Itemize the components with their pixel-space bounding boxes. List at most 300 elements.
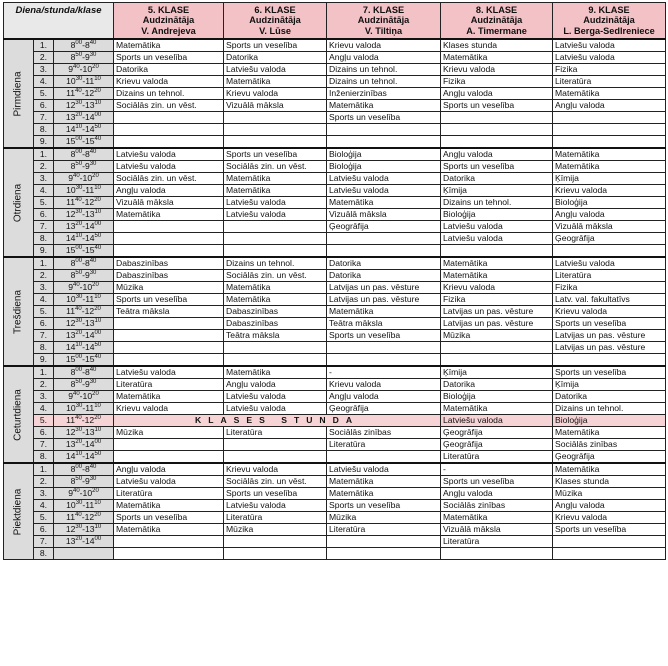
lesson-number: 5. bbox=[34, 512, 54, 524]
lesson-number: 7. bbox=[34, 112, 54, 124]
lesson-number: 4. bbox=[34, 403, 54, 415]
time-hour: 8 bbox=[84, 258, 90, 269]
day-name: Piektdiena bbox=[12, 488, 24, 535]
lesson-cell: Mūzika bbox=[224, 524, 327, 536]
lesson-time: $13^{20}-14^{00}$ bbox=[54, 439, 114, 451]
time-hour: 8 bbox=[70, 52, 76, 63]
lesson-time: $8^{00}-8^{40}$ bbox=[54, 366, 114, 379]
lesson-cell: Matemātika bbox=[114, 500, 224, 512]
time-minutes: 30 bbox=[89, 270, 97, 277]
lesson-cell: Latviešu valoda bbox=[224, 197, 327, 209]
time-hour: 10 bbox=[66, 76, 76, 87]
lesson-cell bbox=[327, 136, 441, 149]
time-minutes: 20 bbox=[75, 112, 83, 119]
lesson-cell: Datorika bbox=[327, 270, 441, 282]
time-minutes: 40 bbox=[89, 149, 97, 156]
lesson-cell: Sociālās zinības bbox=[553, 439, 666, 451]
lesson-cell: Matemātika bbox=[441, 270, 553, 282]
lesson-cell: Matemātika bbox=[114, 209, 224, 221]
time-hour: 12 bbox=[65, 524, 76, 535]
time-hour: 8 bbox=[70, 149, 76, 160]
time-minutes: 10 bbox=[94, 76, 101, 83]
time-minutes: 40 bbox=[75, 306, 82, 313]
lesson-cell: Matemātika bbox=[224, 185, 327, 197]
time-minutes: 30 bbox=[89, 161, 97, 168]
time-minutes: 00 bbox=[75, 367, 83, 374]
lesson-cell bbox=[114, 548, 224, 560]
time-hour: 15 bbox=[65, 354, 76, 365]
lesson-cell: Literatūra bbox=[224, 427, 327, 439]
lesson-cell bbox=[224, 354, 327, 367]
lesson-cell: Matemātika bbox=[441, 512, 553, 524]
day-name: Otrdiena bbox=[12, 183, 24, 222]
time-minutes: 20 bbox=[92, 488, 99, 495]
time-hour: 9 bbox=[68, 282, 73, 293]
lesson-time: $9^{40}-10^{20}$ bbox=[54, 173, 114, 185]
lesson-cell bbox=[114, 221, 224, 233]
lesson-number: 4. bbox=[34, 294, 54, 306]
time-hour: 10 bbox=[82, 488, 93, 499]
lesson-time: $10^{30}-11^{10}$ bbox=[54, 294, 114, 306]
lesson-number: 4. bbox=[34, 76, 54, 88]
lesson-cell: Dizains un tehnol. bbox=[327, 76, 441, 88]
lesson-cell: Latvijas un pas. vēsture bbox=[553, 330, 666, 342]
time-minutes: 20 bbox=[92, 282, 99, 289]
lesson-cell: Sports un veselība bbox=[114, 512, 224, 524]
lesson-number: 6. bbox=[34, 318, 54, 330]
day-label bbox=[4, 148, 34, 257]
time-hour: 9 bbox=[68, 488, 73, 499]
time-minutes: 20 bbox=[94, 88, 101, 95]
lesson-cell: Matemātika bbox=[441, 257, 553, 270]
time-minutes: 20 bbox=[75, 439, 83, 446]
lesson-time: $9^{40}-10^{20}$ bbox=[54, 488, 114, 500]
lesson-time: $14^{10}-14^{50}$ bbox=[54, 124, 114, 136]
lesson-cell: Latviešu valoda bbox=[553, 257, 666, 270]
time-minutes: 30 bbox=[89, 52, 97, 59]
lesson-cell: Matemātika bbox=[441, 403, 553, 415]
table-row bbox=[4, 76, 666, 88]
lesson-cell: Krievu valoda bbox=[114, 403, 224, 415]
lesson-cell: - bbox=[441, 463, 553, 476]
table-row bbox=[4, 221, 666, 233]
lesson-cell: Teātra māksla bbox=[224, 330, 327, 342]
time-hour: 14 bbox=[84, 112, 95, 123]
lesson-time: $13^{20}-14^{00}$ bbox=[54, 330, 114, 342]
lesson-cell: Mūzika bbox=[327, 512, 441, 524]
time-hour: 12 bbox=[84, 306, 95, 317]
lesson-cell bbox=[114, 342, 224, 354]
lesson-number: 6. bbox=[34, 209, 54, 221]
lesson-cell: Literatūra bbox=[327, 524, 441, 536]
time-hour: 10 bbox=[66, 185, 76, 196]
lesson-cell: Krievu valoda bbox=[553, 185, 666, 197]
lesson-cell: Bioloģija bbox=[441, 209, 553, 221]
lesson-cell: Bioloģija bbox=[441, 391, 553, 403]
lesson-cell: Mūzika bbox=[114, 427, 224, 439]
lesson-time: $11^{40}-12^{20}$ bbox=[54, 88, 114, 100]
lesson-cell: Angļu valoda bbox=[441, 488, 553, 500]
time-hour: 13 bbox=[65, 439, 76, 450]
table-row bbox=[4, 282, 666, 294]
time-minutes: 50 bbox=[75, 52, 83, 59]
time-minutes: 40 bbox=[94, 245, 102, 252]
time-minutes: 40 bbox=[72, 64, 80, 71]
lesson-time: $11^{40}-12^{20}$ bbox=[54, 415, 114, 427]
lesson-cell: Angļu valoda bbox=[553, 500, 666, 512]
class-header-5: 5. KLASE Audzinātāja V. Andrejeva bbox=[114, 3, 224, 40]
lesson-cell: Dabaszinības bbox=[114, 270, 224, 282]
lesson-time: $8^{00}-8^{40}$ bbox=[54, 463, 114, 476]
table-row bbox=[4, 342, 666, 354]
table-row bbox=[4, 391, 666, 403]
time-minutes: 40 bbox=[75, 512, 82, 519]
time-minutes: 00 bbox=[75, 258, 83, 265]
time-hour: 9 bbox=[68, 391, 73, 402]
lesson-cell: Literatūra bbox=[114, 488, 224, 500]
lesson-cell: Latvijas un pas. vēsture bbox=[327, 294, 441, 306]
lesson-cell: Bioloģija bbox=[327, 161, 441, 173]
lesson-cell: Matemātika bbox=[224, 173, 327, 185]
lesson-cell: Vizuālā māksla bbox=[224, 100, 327, 112]
time-minutes: 00 bbox=[75, 136, 83, 143]
table-row bbox=[4, 136, 666, 149]
time-minutes: 50 bbox=[94, 124, 102, 131]
lesson-cell: Ķīmija bbox=[553, 379, 666, 391]
class-header-7: 7. KLASE Audzinātāja V. Tiltiņa bbox=[327, 3, 441, 40]
lesson-number: 5. bbox=[34, 88, 54, 100]
time-minutes: 00 bbox=[94, 112, 102, 119]
lesson-cell: Ģeogrāfija bbox=[441, 439, 553, 451]
lesson-time: $10^{30}-11^{10}$ bbox=[54, 76, 114, 88]
time-minutes: 30 bbox=[75, 524, 83, 531]
lesson-number: 8. bbox=[34, 233, 54, 245]
lesson-cell: Matemātika bbox=[553, 148, 666, 161]
lesson-cell: Matemātika bbox=[553, 427, 666, 439]
time-hour: 12 bbox=[65, 100, 76, 111]
lesson-number: 9. bbox=[34, 245, 54, 258]
time-minutes: 20 bbox=[92, 64, 99, 71]
lesson-time: $9^{40}-10^{20}$ bbox=[54, 282, 114, 294]
time-hour: 14 bbox=[65, 124, 76, 135]
lesson-cell bbox=[114, 136, 224, 149]
time-hour: 8 bbox=[70, 379, 76, 390]
lesson-cell: Sports un veselība bbox=[114, 294, 224, 306]
lesson-cell bbox=[553, 124, 666, 136]
time-minutes: 30 bbox=[75, 209, 83, 216]
lesson-time: $12^{30}-13^{10}$ bbox=[54, 209, 114, 221]
time-minutes: 40 bbox=[89, 367, 97, 374]
lesson-cell: Vizuālā māksla bbox=[441, 524, 553, 536]
time-minutes: 30 bbox=[75, 185, 83, 192]
lesson-cell bbox=[224, 439, 327, 451]
lesson-cell bbox=[114, 124, 224, 136]
merged-class-hour: KLASES STUNDA bbox=[114, 415, 441, 427]
lesson-cell: Sociālās zinības bbox=[441, 500, 553, 512]
table-row bbox=[4, 185, 666, 197]
lesson-cell: Krievu valoda bbox=[441, 282, 553, 294]
time-minutes: 20 bbox=[94, 306, 101, 313]
lesson-cell bbox=[114, 233, 224, 245]
lesson-cell bbox=[553, 136, 666, 149]
time-minutes: 10 bbox=[75, 342, 83, 349]
lesson-cell bbox=[327, 354, 441, 367]
lesson-cell bbox=[224, 221, 327, 233]
lesson-cell: Mūzika bbox=[441, 330, 553, 342]
time-minutes: 10 bbox=[94, 403, 101, 410]
lesson-cell: Latvijas un pas. vēsture bbox=[327, 282, 441, 294]
lesson-number: 7. bbox=[34, 221, 54, 233]
lesson-cell: Sports un veselība bbox=[553, 318, 666, 330]
time-hour: 11 bbox=[66, 197, 76, 208]
lesson-cell: Inženierzinības bbox=[327, 88, 441, 100]
lesson-cell: Fizika bbox=[441, 294, 553, 306]
time-minutes: 00 bbox=[75, 245, 83, 252]
lesson-cell: Latvijas un pas. vēsture bbox=[553, 342, 666, 354]
lesson-cell: Matemātika bbox=[327, 100, 441, 112]
table-row bbox=[4, 306, 666, 318]
lesson-cell: Latvijas un pas. vēsture bbox=[441, 306, 553, 318]
time-minutes: 40 bbox=[75, 88, 82, 95]
time-hour: 8 bbox=[84, 367, 90, 378]
lesson-time: $9^{40}-10^{20}$ bbox=[54, 391, 114, 403]
time-minutes: 30 bbox=[89, 476, 97, 483]
time-minutes: 00 bbox=[94, 439, 102, 446]
lesson-cell: Krievu valoda bbox=[327, 39, 441, 52]
lesson-cell: Dabaszinības bbox=[114, 257, 224, 270]
lesson-time bbox=[54, 548, 114, 560]
lesson-number: 7. bbox=[34, 330, 54, 342]
lesson-cell: Datorika bbox=[114, 64, 224, 76]
time-minutes: 30 bbox=[75, 100, 83, 107]
lesson-cell bbox=[553, 536, 666, 548]
lesson-cell: Klases stunda bbox=[441, 39, 553, 52]
lesson-time: $15^{00}-15^{40}$ bbox=[54, 354, 114, 367]
lesson-cell: Sociālās zinības bbox=[327, 427, 441, 439]
time-hour: 15 bbox=[65, 136, 76, 147]
lesson-time: $11^{40}-12^{20}$ bbox=[54, 306, 114, 318]
lesson-cell: Matemātika bbox=[327, 488, 441, 500]
header-row bbox=[4, 3, 666, 40]
time-hour: 12 bbox=[65, 209, 76, 220]
lesson-number: 9. bbox=[34, 136, 54, 149]
time-hour: 14 bbox=[84, 451, 95, 462]
lesson-cell bbox=[327, 342, 441, 354]
time-minutes: 00 bbox=[75, 464, 83, 471]
lesson-cell: Latviešu valoda bbox=[553, 52, 666, 64]
lesson-cell: Matemātika bbox=[327, 197, 441, 209]
time-hour: 11 bbox=[85, 403, 95, 414]
time-minutes: 50 bbox=[75, 161, 83, 168]
lesson-cell bbox=[327, 451, 441, 464]
time-hour: 10 bbox=[82, 391, 93, 402]
time-minutes: 40 bbox=[75, 415, 82, 422]
time-hour: 12 bbox=[65, 427, 76, 438]
lesson-cell: Matemātika bbox=[441, 52, 553, 64]
time-minutes: 10 bbox=[75, 124, 83, 131]
day-label bbox=[4, 366, 34, 463]
lesson-number: 1. bbox=[34, 148, 54, 161]
time-hour: 14 bbox=[84, 342, 95, 353]
lesson-time: $13^{20}-14^{00}$ bbox=[54, 536, 114, 548]
lesson-cell: Matemātika bbox=[327, 476, 441, 488]
lesson-number: 2. bbox=[34, 270, 54, 282]
time-minutes: 40 bbox=[72, 173, 80, 180]
table-row bbox=[4, 366, 666, 379]
time-minutes: 20 bbox=[92, 391, 99, 398]
time-minutes: 30 bbox=[89, 379, 97, 386]
time-minutes: 40 bbox=[72, 488, 80, 495]
lesson-cell: Latviešu valoda bbox=[224, 403, 327, 415]
lesson-cell: Sociālās zin. un vēst. bbox=[114, 173, 224, 185]
lesson-cell: Bioloģija bbox=[327, 148, 441, 161]
lesson-cell: Literatūra bbox=[327, 439, 441, 451]
lesson-cell: Dizains un tehnol. bbox=[441, 197, 553, 209]
lesson-number: 7. bbox=[34, 439, 54, 451]
lesson-cell: Latviešu valoda bbox=[327, 185, 441, 197]
lesson-cell: Dabaszinības bbox=[224, 318, 327, 330]
time-hour: 13 bbox=[65, 221, 76, 232]
lesson-cell: Krievu valoda bbox=[224, 463, 327, 476]
time-minutes: 40 bbox=[89, 258, 97, 265]
time-minutes: 10 bbox=[94, 209, 102, 216]
lesson-cell bbox=[441, 548, 553, 560]
table-row bbox=[4, 451, 666, 464]
lesson-number: 6. bbox=[34, 427, 54, 439]
time-hour: 9 bbox=[84, 476, 90, 487]
time-hour: 14 bbox=[65, 233, 76, 244]
lesson-time: $8^{50}-9^{30}$ bbox=[54, 161, 114, 173]
day-label bbox=[4, 463, 34, 560]
table-row bbox=[4, 524, 666, 536]
lesson-cell: Sports un veselība bbox=[327, 330, 441, 342]
table-row bbox=[4, 403, 666, 415]
lesson-cell: Teātra māksla bbox=[327, 318, 441, 330]
time-hour: 12 bbox=[84, 415, 95, 426]
lesson-cell: Ģeogrāfija bbox=[327, 403, 441, 415]
lesson-time: $14^{10}-14^{50}$ bbox=[54, 451, 114, 464]
time-hour: 15 bbox=[84, 136, 95, 147]
lesson-cell bbox=[553, 354, 666, 367]
lesson-cell: Vizuālā māksla bbox=[553, 221, 666, 233]
lesson-cell bbox=[114, 439, 224, 451]
lesson-cell: Matemātika bbox=[114, 391, 224, 403]
time-hour: 13 bbox=[65, 112, 76, 123]
lesson-cell bbox=[327, 536, 441, 548]
table-row bbox=[4, 245, 666, 258]
lesson-cell: Sports un veselība bbox=[441, 476, 553, 488]
lesson-cell: Sociālās zin. un vēst. bbox=[224, 270, 327, 282]
time-hour: 15 bbox=[84, 245, 95, 256]
lesson-cell: Matemātika bbox=[553, 88, 666, 100]
lesson-cell: Sociālās zin. un vēst. bbox=[224, 476, 327, 488]
lesson-time: $12^{30}-13^{10}$ bbox=[54, 100, 114, 112]
time-minutes: 40 bbox=[89, 464, 97, 471]
time-hour: 8 bbox=[84, 464, 90, 475]
lesson-cell: Matemātika bbox=[224, 366, 327, 379]
lesson-cell: Angļu valoda bbox=[114, 185, 224, 197]
lesson-time: $11^{40}-12^{20}$ bbox=[54, 197, 114, 209]
time-hour: 13 bbox=[84, 318, 95, 329]
lesson-cell bbox=[114, 112, 224, 124]
lesson-cell: Krievu valoda bbox=[553, 512, 666, 524]
lesson-time: $10^{30}-11^{10}$ bbox=[54, 185, 114, 197]
lesson-cell: Angļu valoda bbox=[553, 209, 666, 221]
lesson-time: $10^{30}-11^{10}$ bbox=[54, 403, 114, 415]
time-hour: 10 bbox=[82, 64, 93, 75]
time-hour: 9 bbox=[84, 379, 90, 390]
lesson-cell bbox=[224, 342, 327, 354]
lesson-time: $13^{20}-14^{00}$ bbox=[54, 112, 114, 124]
lesson-cell: Matemātika bbox=[327, 306, 441, 318]
table-row bbox=[4, 148, 666, 161]
lesson-cell: Ģeogrāfija bbox=[553, 451, 666, 464]
lesson-number: 1. bbox=[34, 39, 54, 52]
lesson-cell: Latviešu valoda bbox=[441, 415, 553, 427]
time-hour: 10 bbox=[82, 282, 93, 293]
time-hour: 10 bbox=[82, 173, 93, 184]
lesson-cell bbox=[553, 245, 666, 258]
table-row bbox=[4, 415, 666, 427]
time-minutes: 10 bbox=[94, 100, 102, 107]
time-minutes: 30 bbox=[75, 318, 83, 325]
schedule-table bbox=[3, 2, 666, 560]
time-minutes: 40 bbox=[75, 197, 82, 204]
time-minutes: 00 bbox=[75, 40, 83, 47]
lesson-cell: Sociālās zin. un vēst. bbox=[224, 161, 327, 173]
lesson-cell bbox=[114, 318, 224, 330]
schedule-body bbox=[4, 39, 666, 560]
lesson-cell: Datorika bbox=[441, 173, 553, 185]
lesson-cell: Matemātika bbox=[114, 39, 224, 52]
lesson-cell: Matemātika bbox=[114, 524, 224, 536]
lesson-cell bbox=[327, 124, 441, 136]
lesson-cell: Vizuālā māksla bbox=[327, 209, 441, 221]
lesson-cell: Ķīmija bbox=[441, 366, 553, 379]
class-header-8: 8. KLASE Audzinātāja A. Timermane bbox=[441, 3, 553, 40]
lesson-cell bbox=[553, 548, 666, 560]
time-minutes: 20 bbox=[75, 536, 83, 543]
lesson-cell: Dizains un tehnol. bbox=[327, 64, 441, 76]
table-row bbox=[4, 161, 666, 173]
lesson-cell: Sports un veselība bbox=[553, 366, 666, 379]
table-row bbox=[4, 100, 666, 112]
class-header-9: 9. KLASE Audzinātāja L. Berga-Sedlreniece bbox=[553, 3, 666, 40]
time-hour: 12 bbox=[84, 88, 95, 99]
lesson-cell bbox=[114, 245, 224, 258]
lesson-number: 8. bbox=[34, 124, 54, 136]
lesson-cell: Angļu valoda bbox=[441, 148, 553, 161]
lesson-cell: Latviešu valoda bbox=[224, 64, 327, 76]
day-name: Ceturtdiena bbox=[12, 388, 24, 441]
lesson-cell bbox=[441, 342, 553, 354]
lesson-number: 1. bbox=[34, 463, 54, 476]
time-minutes: 10 bbox=[75, 451, 83, 458]
lesson-cell bbox=[224, 536, 327, 548]
time-minutes: 50 bbox=[75, 379, 83, 386]
lesson-cell: Angļu valoda bbox=[327, 391, 441, 403]
table-row bbox=[4, 124, 666, 136]
lesson-cell: Angļu valoda bbox=[114, 463, 224, 476]
lesson-cell: Literatūra bbox=[553, 270, 666, 282]
lesson-cell: Literatūra bbox=[553, 76, 666, 88]
lesson-cell: Literatūra bbox=[441, 536, 553, 548]
time-hour: 8 bbox=[70, 40, 76, 51]
lesson-number: 2. bbox=[34, 52, 54, 64]
lesson-cell: Datorika bbox=[441, 379, 553, 391]
corner-label: Diena/stunda/klase bbox=[4, 3, 114, 40]
time-hour: 8 bbox=[70, 476, 76, 487]
